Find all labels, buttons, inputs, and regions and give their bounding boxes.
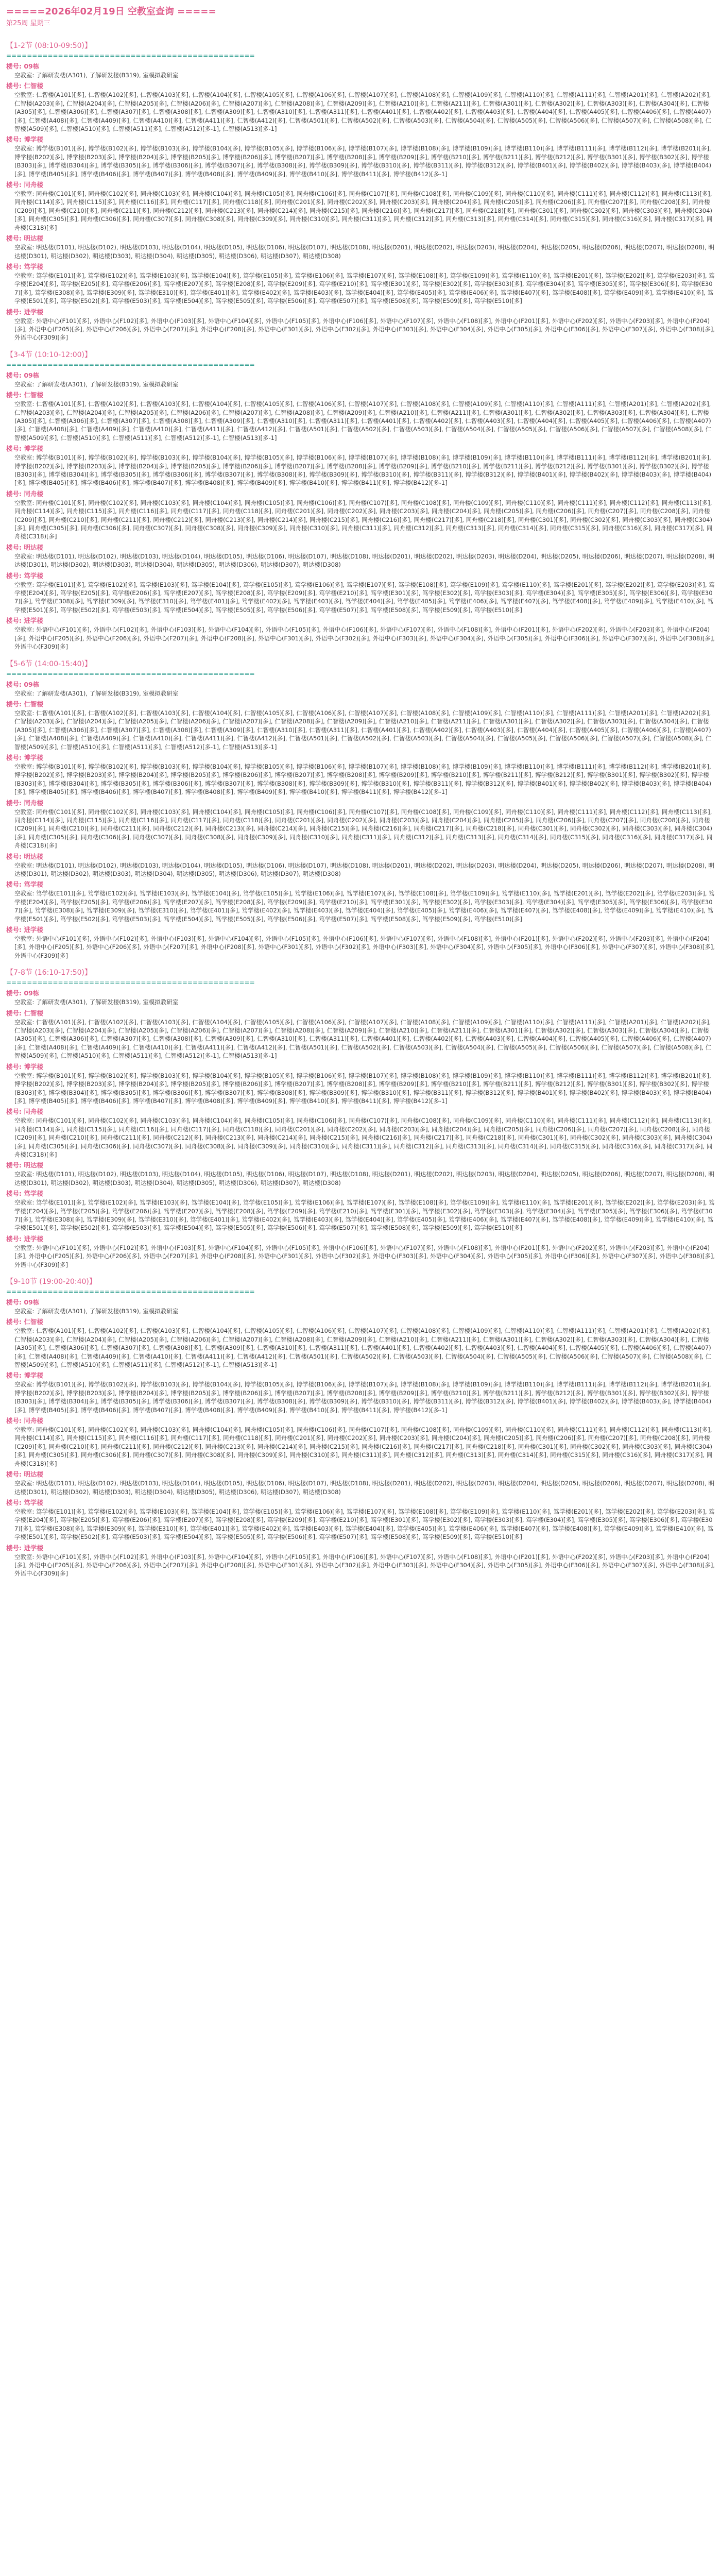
building-name: 楼号: 笃学楼 [6,1498,43,1506]
room-list-values: 仁智楼(A101)[多], 仁智楼(A102)[多], 仁智楼(A103)[多], 仁智楼(A104)[多], 仁智楼(A105)[多], 仁智楼(A106)[多], 仁智楼(A107)[多], 仁智楼(A108)[多], 仁智楼(A109)[多], 仁智楼(A110)[多], 仁智楼(A111)[多], 仁智楼(A201)[多], 仁智楼(A202)[多], 仁智楼(A203)[多], 仁智楼(A204)[多], 仁智楼(A205)[多], 仁智楼(A206)[多], 仁智楼(A207)[多], 仁智楼(A208)[多], 仁智楼(A209)[多], 仁智楼(A210)[多], 仁智楼(A211)[多], 仁智楼(A301)[多], 仁智楼(A302)[多], 仁智楼(A303)[多], 仁智楼(A304)[多], 仁智楼(A305)[多], 仁智楼(A306)[多], 仁智楼(A307)[多], 仁智楼(A308)[多], 仁智楼(A309)[多], 仁智楼(A310)[多], 仁智楼(A311)[多], 仁智楼(A401)[多], 仁智楼(A402)[多], 仁智楼(A403)[多], 仁智楼(A404)[多], 仁智楼(A405)[多], 仁智楼(A406)[多], 仁智楼(A407)[多], 仁智楼(A408)[多], 仁智楼(A409)[多], 仁智楼(A410)[多], 仁智楼(A411)[多], 仁智楼(A412)[多], 仁智楼(A501)[多], 仁智楼(A502)[多], 仁智楼(A503)[多], 仁智楼(A504)[多], 仁智楼(A505)[多], 仁智楼(A506)[多], 仁智楼(A507)[多], 仁智楼(A508)[多], 仁智楼(A509)[多], 仁智楼(A510)[多], 仁智楼(A511)[多], 仁智楼(A512)[多-1], 仁智楼(A513)[多-1] [14,1018,712,1060]
building-block [6,1107,715,1159]
building-name: 楼号: 进学楼 [6,1234,43,1243]
period-title: 【3-4节 (10:10-12:00)】 [6,350,92,359]
room-list-label: 空教室: [14,244,37,251]
room-list-label: 空教室: [14,1381,37,1388]
room-list [6,581,715,615]
room-list [6,499,715,541]
building-name: 楼号: 博学楼 [6,445,43,453]
building-block [6,1470,715,1496]
building-block [6,180,715,232]
room-list-label: 空教室: [14,272,37,279]
building-name: 楼号: 博学楼 [6,753,43,761]
room-list-values: 外语中心(F101)[多], 外语中心(F102)[多], 外语中心(F103)[多], 外语中心(F104)[多], 外语中心(F105)[多], 外语中心(F106)[多], 外语中心(F107)[多], 外语中心(F108)[多], 外语中心(F201)[多], 外语中心(F202)[多], 外语中心(F203)[多], 外语中心(F204)[多], 外语中心(F205)[多], 外语中心(F206)[多], 外语中心(F207)[多], 外语中心(F208)[多], 外语中心(F301)[多], 外语中心(F302)[多], 外语中心(F303)[多], 外语中心(F304)[多], 外语中心(F305)[多], 外语中心(F306)[多], 外语中心(F307)[多], 外语中心(F308)[多], 外语中心(F309)[多] [14,1244,715,1268]
room-list-values: 仁智楼(A101)[多], 仁智楼(A102)[多], 仁智楼(A103)[多], 仁智楼(A104)[多], 仁智楼(A105)[多], 仁智楼(A106)[多], 仁智楼(A107)[多], 仁智楼(A108)[多], 仁智楼(A109)[多], 仁智楼(A110)[多], 仁智楼(A111)[多], 仁智楼(A201)[多], 仁智楼(A202)[多], 仁智楼(A203)[多], 仁智楼(A204)[多], 仁智楼(A205)[多], 仁智楼(A206)[多], 仁智楼(A207)[多], 仁智楼(A208)[多], 仁智楼(A209)[多], 仁智楼(A210)[多], 仁智楼(A211)[多], 仁智楼(A301)[多], 仁智楼(A302)[多], 仁智楼(A303)[多], 仁智楼(A304)[多], 仁智楼(A305)[多], 仁智楼(A306)[多], 仁智楼(A307)[多], 仁智楼(A308)[多], 仁智楼(A309)[多], 仁智楼(A310)[多], 仁智楼(A311)[多], 仁智楼(A401)[多], 仁智楼(A402)[多], 仁智楼(A403)[多], 仁智楼(A404)[多], 仁智楼(A405)[多], 仁智楼(A406)[多], 仁智楼(A407)[多], 仁智楼(A408)[多], 仁智楼(A409)[多], 仁智楼(A410)[多], 仁智楼(A411)[多], 仁智楼(A412)[多], 仁智楼(A501)[多], 仁智楼(A502)[多], 仁智楼(A503)[多], 仁智楼(A504)[多], 仁智楼(A505)[多], 仁智楼(A506)[多], 仁智楼(A507)[多], 仁智楼(A508)[多], 仁智楼(A509)[多], 仁智楼(A510)[多], 仁智楼(A511)[多], 仁智楼(A512)[多-1], 仁智楼(A513)[多-1] [14,400,712,442]
room-list-label: 空教室: [14,1199,37,1207]
building-block [6,234,715,260]
room-list [6,71,715,79]
room-list [6,1507,715,1541]
building-name: 楼号: 仁智楼 [6,82,43,90]
room-list-label: 空教室: [14,1327,37,1335]
room-list-label: 空教室: [14,1244,37,1251]
building-name: 楼号: 09栋 [6,1298,40,1306]
week-label: 第25周 星期三 [6,20,50,27]
building-block [6,1009,715,1060]
room-list-label: 空教室: [14,317,37,325]
room-list-values: 了解研发楼(A301), 了解研发楼(B319), 室模拟教研室 [36,998,179,1006]
building-block [6,925,715,960]
query-report [6,5,715,1585]
room-list-label: 空教室: [14,1018,37,1026]
building-block [6,62,715,79]
building-name: 楼号: 笃学楼 [6,262,43,270]
room-list-label: 空教室: [14,626,37,634]
room-list-label: 空教室: [14,861,37,869]
building-name: 楼号: 笃学楼 [6,571,43,580]
building-block [6,700,715,751]
room-list-values: 博学楼(B101)[多], 博学楼(B102)[多], 博学楼(B103)[多], 博学楼(B104)[多], 博学楼(B105)[多], 博学楼(B106)[多], 博学楼(B107)[多], 博学楼(B108)[多], 博学楼(B109)[多], 博学楼(B110)[多], 博学楼(B111)[多], 博学楼(B112)[多], 博学楼(B201)[多], 博学楼(B202)[多], 博学楼(B203)[多], 博学楼(B204)[多], 博学楼(B205)[多], 博学楼(B206)[多], 博学楼(B207)[多], 博学楼(B208)[多], 博学楼(B209)[多], 博学楼(B210)[多], 博学楼(B211)[多], 博学楼(B212)[多], 博学楼(B301)[多], 博学楼(B302)[多], 博学楼(B303)[多], 博学楼(B304)[多], 博学楼(B305)[多], 博学楼(B306)[多], 博学楼(B307)[多], 博学楼(B308)[多], 博学楼(B309)[多], 博学楼(B310)[多], 博学楼(B311)[多], 博学楼(B312)[多], 博学楼(B401)[多], 博学楼(B402)[多], 博学楼(B403)[多], 博学楼(B404)[多], 博学楼(B405)[多], 博学楼(B406)[多], 博学楼(B407)[多], 博学楼(B408)[多], 博学楼(B409)[多], 博学楼(B410)[多], 博学楼(B411)[多], 博学楼(B412)[多-1] [14,1072,712,1105]
building-block [6,880,715,923]
period-title: 【7-8节 (16:10-17:50)】 [6,969,92,977]
room-list-label: 空教室: [14,890,37,897]
room-list-values: 博学楼(B101)[多], 博学楼(B102)[多], 博学楼(B103)[多], 博学楼(B104)[多], 博学楼(B105)[多], 博学楼(B106)[多], 博学楼(B107)[多], 博学楼(B108)[多], 博学楼(B109)[多], 博学楼(B110)[多], 博学楼(B111)[多], 博学楼(B112)[多], 博学楼(B201)[多], 博学楼(B202)[多], 博学楼(B203)[多], 博学楼(B204)[多], 博学楼(B205)[多], 博学楼(B206)[多], 博学楼(B207)[多], 博学楼(B208)[多], 博学楼(B209)[多], 博学楼(B210)[多], 博学楼(B211)[多], 博学楼(B212)[多], 博学楼(B301)[多], 博学楼(B302)[多], 博学楼(B303)[多], 博学楼(B304)[多], 博学楼(B305)[多], 博学楼(B306)[多], 博学楼(B307)[多], 博学楼(B308)[多], 博学楼(B309)[多], 博学楼(B310)[多], 博学楼(B311)[多], 博学楼(B312)[多], 博学楼(B401)[多], 博学楼(B402)[多], 博学楼(B403)[多], 博学楼(B404)[多], 博学楼(B405)[多], 博学楼(B406)[多], 博学楼(B407)[多], 博学楼(B408)[多], 博学楼(B409)[多], 博学楼(B410)[多], 博学楼(B411)[多], 博学楼(B412)[多-1] [14,1381,712,1414]
room-list-values: 明达楼(D101), 明达楼(D102), 明达楼(D103), 明达楼(D104), 明达楼(D105), 明达楼(D106), 明达楼(D107), 明达楼(D108), 明达楼(D201), 明达楼(D202), 明达楼(D203), 明达楼(D204), 明达楼(D205), 明达楼(D206), 明达楼(D207), 明达楼(D208), 明达楼(D301), 明达楼(D302), 明达楼(D303), 明达楼(D304), 明达楼(D305), 明达楼(D306), 明达楼(D307), 明达楼(D308) [14,1171,714,1187]
room-list [6,861,715,878]
room-list-label: 空教室: [14,762,37,770]
room-list-label: 空教室: [14,1480,37,1487]
building-name: 楼号: 09栋 [6,989,40,997]
building-name: 楼号: 同舟楼 [6,799,43,807]
room-list-values: 笃学楼(E101)[多], 笃学楼(E102)[多], 笃学楼(E103)[多], 笃学楼(E104)[多], 笃学楼(E105)[多], 笃学楼(E106)[多], 笃学楼(E107)[多], 笃学楼(E108)[多], 笃学楼(E109)[多], 笃学楼(E110)[多], 笃学楼(E201)[多], 笃学楼(E202)[多], 笃学楼(E203)[多], 笃学楼(E204)[多], 笃学楼(E205)[多], 笃学楼(E206)[多], 笃学楼(E207)[多], 笃学楼(E208)[多], 笃学楼(E209)[多], 笃学楼(E210)[多], 笃学楼(E301)[多], 笃学楼(E302)[多], 笃学楼(E303)[多], 笃学楼(E304)[多], 笃学楼(E305)[多], 笃学楼(E306)[多], 笃学楼(E307)[多], 笃学楼(E308)[多], 笃学楼(E309)[多], 笃学楼(E310)[多], 笃学楼(E401)[多], 笃学楼(E402)[多], 笃学楼(E403)[多], 笃学楼(E404)[多], 笃学楼(E405)[多], 笃学楼(E406)[多], 笃学楼(E407)[多], 笃学楼(E408)[多], 笃学楼(E409)[多], 笃学楼(E410)[多], 笃学楼(E501)[多], 笃学楼(E502)[多], 笃学楼(E503)[多], 笃学楼(E504)[多], 笃学楼(E505)[多], 笃学楼(E506)[多], 笃学楼(E507)[多], 笃学楼(E508)[多], 笃学楼(E509)[多], 笃学楼(E510)[多] [14,272,715,305]
period-title: 【9-10节 (19:00-20:40)】 [6,1278,96,1286]
room-list-values: 仁智楼(A101)[多], 仁智楼(A102)[多], 仁智楼(A103)[多], 仁智楼(A104)[多], 仁智楼(A105)[多], 仁智楼(A106)[多], 仁智楼(A107)[多], 仁智楼(A108)[多], 仁智楼(A109)[多], 仁智楼(A110)[多], 仁智楼(A111)[多], 仁智楼(A201)[多], 仁智楼(A202)[多], 仁智楼(A203)[多], 仁智楼(A204)[多], 仁智楼(A205)[多], 仁智楼(A206)[多], 仁智楼(A207)[多], 仁智楼(A208)[多], 仁智楼(A209)[多], 仁智楼(A210)[多], 仁智楼(A211)[多], 仁智楼(A301)[多], 仁智楼(A302)[多], 仁智楼(A303)[多], 仁智楼(A304)[多], 仁智楼(A305)[多], 仁智楼(A306)[多], 仁智楼(A307)[多], 仁智楼(A308)[多], 仁智楼(A309)[多], 仁智楼(A310)[多], 仁智楼(A311)[多], 仁智楼(A401)[多], 仁智楼(A402)[多], 仁智楼(A403)[多], 仁智楼(A404)[多], 仁智楼(A405)[多], 仁智楼(A406)[多], 仁智楼(A407)[多], 仁智楼(A408)[多], 仁智楼(A409)[多], 仁智楼(A410)[多], 仁智楼(A411)[多], 仁智楼(A412)[多], 仁智楼(A501)[多], 仁智楼(A502)[多], 仁智楼(A503)[多], 仁智楼(A504)[多], 仁智楼(A505)[多], 仁智楼(A506)[多], 仁智楼(A507)[多], 仁智楼(A508)[多], 仁智楼(A509)[多], 仁智楼(A510)[多], 仁智楼(A511)[多], 仁智楼(A512)[多-1], 仁智楼(A513)[多-1] [14,91,712,133]
room-list-values: 明达楼(D101), 明达楼(D102), 明达楼(D103), 明达楼(D104), 明达楼(D105), 明达楼(D106), 明达楼(D107), 明达楼(D108), 明达楼(D201), 明达楼(D202), 明达楼(D203), 明达楼(D204), 明达楼(D205), 明达楼(D206), 明达楼(D207), 明达楼(D208), 明达楼(D301), 明达楼(D302), 明达楼(D303), 明达楼(D304), 明达楼(D305), 明达楼(D306), 明达楼(D307), 明达楼(D308) [14,552,714,569]
building-name: 楼号: 明达楼 [6,234,43,243]
room-list-label: 空教室: [14,1553,37,1561]
building-block [6,81,715,133]
room-list-values: 博学楼(B101)[多], 博学楼(B102)[多], 博学楼(B103)[多], 博学楼(B104)[多], 博学楼(B105)[多], 博学楼(B106)[多], 博学楼(B107)[多], 博学楼(B108)[多], 博学楼(B109)[多], 博学楼(B110)[多], 博学楼(B111)[多], 博学楼(B112)[多], 博学楼(B201)[多], 博学楼(B202)[多], 博学楼(B203)[多], 博学楼(B204)[多], 博学楼(B205)[多], 博学楼(B206)[多], 博学楼(B207)[多], 博学楼(B208)[多], 博学楼(B209)[多], 博学楼(B210)[多], 博学楼(B211)[多], 博学楼(B212)[多], 博学楼(B301)[多], 博学楼(B302)[多], 博学楼(B303)[多], 博学楼(B304)[多], 博学楼(B305)[多], 博学楼(B306)[多], 博学楼(B307)[多], 博学楼(B308)[多], 博学楼(B309)[多], 博学楼(B310)[多], 博学楼(B311)[多], 博学楼(B312)[多], 博学楼(B401)[多], 博学楼(B402)[多], 博学楼(B403)[多], 博学楼(B404)[多], 博学楼(B405)[多], 博学楼(B406)[多], 博学楼(B407)[多], 博学楼(B408)[多], 博学楼(B409)[多], 博学楼(B410)[多], 博学楼(B411)[多], 博学楼(B412)[多-1] [14,454,712,487]
building-name: 楼号: 09栋 [6,62,40,70]
room-list [6,380,715,388]
building-name: 楼号: 同舟楼 [6,1417,43,1425]
room-list-label: 空教室: [14,1171,37,1178]
room-list [6,1244,715,1269]
building-block [6,543,715,569]
building-name: 楼号: 同舟楼 [6,489,43,498]
period-section [6,40,715,342]
room-list [6,1072,715,1106]
period-title: 【1-2节 (08:10-09:50)】 [6,42,92,50]
building-block [6,262,715,306]
room-list-values: 笃学楼(E101)[多], 笃学楼(E102)[多], 笃学楼(E103)[多], 笃学楼(E104)[多], 笃学楼(E105)[多], 笃学楼(E106)[多], 笃学楼(E107)[多], 笃学楼(E108)[多], 笃学楼(E109)[多], 笃学楼(E110)[多], 笃学楼(E201)[多], 笃学楼(E202)[多], 笃学楼(E203)[多], 笃学楼(E204)[多], 笃学楼(E205)[多], 笃学楼(E206)[多], 笃学楼(E207)[多], 笃学楼(E208)[多], 笃学楼(E209)[多], 笃学楼(E210)[多], 笃学楼(E301)[多], 笃学楼(E302)[多], 笃学楼(E303)[多], 笃学楼(E304)[多], 笃学楼(E305)[多], 笃学楼(E306)[多], 笃学楼(E307)[多], 笃学楼(E308)[多], 笃学楼(E309)[多], 笃学楼(E310)[多], 笃学楼(E401)[多], 笃学楼(E402)[多], 笃学楼(E403)[多], 笃学楼(E404)[多], 笃学楼(E405)[多], 笃学楼(E406)[多], 笃学楼(E407)[多], 笃学楼(E408)[多], 笃学楼(E409)[多], 笃学楼(E410)[多], 笃学楼(E501)[多], 笃学楼(E502)[多], 笃学楼(E503)[多], 笃学楼(E504)[多], 笃学楼(E505)[多], 笃学楼(E506)[多], 笃学楼(E507)[多], 笃学楼(E508)[多], 笃学楼(E509)[多], 笃学楼(E510)[多] [14,1507,715,1541]
separator-line: ================================================ [6,1288,255,1295]
building-block [6,852,715,878]
room-list [6,1327,715,1369]
room-list-values: 了解研发楼(A301), 了解研发楼(B319), 室模拟教研室 [36,72,179,79]
building-name: 楼号: 仁智楼 [6,1318,43,1326]
building-block [6,753,715,796]
building-name: 楼号: 进学楼 [6,926,43,934]
period-section [6,658,715,960]
room-list-values: 仁智楼(A101)[多], 仁智楼(A102)[多], 仁智楼(A103)[多], 仁智楼(A104)[多], 仁智楼(A105)[多], 仁智楼(A106)[多], 仁智楼(A107)[多], 仁智楼(A108)[多], 仁智楼(A109)[多], 仁智楼(A110)[多], 仁智楼(A111)[多], 仁智楼(A201)[多], 仁智楼(A202)[多], 仁智楼(A203)[多], 仁智楼(A204)[多], 仁智楼(A205)[多], 仁智楼(A206)[多], 仁智楼(A207)[多], 仁智楼(A208)[多], 仁智楼(A209)[多], 仁智楼(A210)[多], 仁智楼(A211)[多], 仁智楼(A301)[多], 仁智楼(A302)[多], 仁智楼(A303)[多], 仁智楼(A304)[多], 仁智楼(A305)[多], 仁智楼(A306)[多], 仁智楼(A307)[多], 仁智楼(A308)[多], 仁智楼(A309)[多], 仁智楼(A310)[多], 仁智楼(A311)[多], 仁智楼(A401)[多], 仁智楼(A402)[多], 仁智楼(A403)[多], 仁智楼(A404)[多], 仁智楼(A405)[多], 仁智楼(A406)[多], 仁智楼(A407)[多], 仁智楼(A408)[多], 仁智楼(A409)[多], 仁智楼(A410)[多], 仁智楼(A411)[多], 仁智楼(A412)[多], 仁智楼(A501)[多], 仁智楼(A502)[多], 仁智楼(A503)[多], 仁智楼(A504)[多], 仁智楼(A505)[多], 仁智楼(A506)[多], 仁智楼(A507)[多], 仁智楼(A508)[多], 仁智楼(A509)[多], 仁智楼(A510)[多], 仁智楼(A511)[多], 仁智楼(A512)[多-1], 仁智楼(A513)[多-1] [14,709,712,751]
building-block [6,391,715,442]
period-section [6,349,715,651]
building-name: 楼号: 明达楼 [6,1161,43,1170]
room-list [6,1553,715,1578]
building-block [6,680,715,698]
building-name: 楼号: 明达楼 [6,1470,43,1479]
period-list [6,40,715,1578]
building-block [6,989,715,1006]
room-list [6,889,715,923]
building-name: 楼号: 笃学楼 [6,880,43,889]
room-list-values: 外语中心(F101)[多], 外语中心(F102)[多], 外语中心(F103)[多], 外语中心(F104)[多], 外语中心(F105)[多], 外语中心(F106)[多], 外语中心(F107)[多], 外语中心(F108)[多], 外语中心(F201)[多], 外语中心(F202)[多], 外语中心(F203)[多], 外语中心(F204)[多], 外语中心(F205)[多], 外语中心(F206)[多], 外语中心(F207)[多], 外语中心(F208)[多], 外语中心(F301)[多], 外语中心(F302)[多], 外语中心(F303)[多], 外语中心(F304)[多], 外语中心(F305)[多], 外语中心(F306)[多], 外语中心(F307)[多], 外语中心(F308)[多], 外语中心(F309)[多] [14,935,715,959]
building-name: 楼号: 进学楼 [6,617,43,625]
room-list [6,144,715,178]
room-list-label: 空教室: [14,1426,37,1434]
room-list-values: 笃学楼(E101)[多], 笃学楼(E102)[多], 笃学楼(E103)[多], 笃学楼(E104)[多], 笃学楼(E105)[多], 笃学楼(E106)[多], 笃学楼(E107)[多], 笃学楼(E108)[多], 笃学楼(E109)[多], 笃学楼(E110)[多], 笃学楼(E201)[多], 笃学楼(E202)[多], 笃学楼(E203)[多], 笃学楼(E204)[多], 笃学楼(E205)[多], 笃学楼(E206)[多], 笃学楼(E207)[多], 笃学楼(E208)[多], 笃学楼(E209)[多], 笃学楼(E210)[多], 笃学楼(E301)[多], 笃学楼(E302)[多], 笃学楼(E303)[多], 笃学楼(E304)[多], 笃学楼(E305)[多], 笃学楼(E306)[多], 笃学楼(E307)[多], 笃学楼(E308)[多], 笃学楼(E309)[多], 笃学楼(E310)[多], 笃学楼(E401)[多], 笃学楼(E402)[多], 笃学楼(E403)[多], 笃学楼(E404)[多], 笃学楼(E405)[多], 笃学楼(E406)[多], 笃学楼(E407)[多], 笃学楼(E408)[多], 笃学楼(E409)[多], 笃学楼(E410)[多], 笃学楼(E501)[多], 笃学楼(E502)[多], 笃学楼(E503)[多], 笃学楼(E504)[多], 笃学楼(E505)[多], 笃学楼(E506)[多], 笃学楼(E507)[多], 笃学楼(E508)[多], 笃学楼(E509)[多], 笃学楼(E510)[多] [14,1199,715,1232]
separator-line: ================================================ [6,52,255,59]
room-list-label: 空教室: [14,190,37,198]
room-list-label: 空教室: [14,145,37,152]
room-list-values: 同舟楼(C101)[多], 同舟楼(C102)[多], 同舟楼(C103)[多], 同舟楼(C104)[多], 同舟楼(C105)[多], 同舟楼(C106)[多], 同舟楼(C107)[多], 同舟楼(C108)[多], 同舟楼(C109)[多], 同舟楼(C110)[多], 同舟楼(C111)[多], 同舟楼(C112)[多], 同舟楼(C113)[多], 同舟楼(C114)[多], 同舟楼(C115)[多], 同舟楼(C116)[多], 同舟楼(C117)[多], 同舟楼(C118)[多], 同舟楼(C201)[多], 同舟楼(C202)[多], 同舟楼(C203)[多], 同舟楼(C204)[多], 同舟楼(C205)[多], 同舟楼(C206)[多], 同舟楼(C207)[多], 同舟楼(C208)[多], 同舟楼(C209)[多], 同舟楼(C210)[多], 同舟楼(C211)[多], 同舟楼(C212)[多], 同舟楼(C213)[多], 同舟楼(C214)[多], 同舟楼(C215)[多], 同舟楼(C216)[多], 同舟楼(C217)[多], 同舟楼(C218)[多], 同舟楼(C301)[多], 同舟楼(C302)[多], 同舟楼(C303)[多], 同舟楼(C304)[多], 同舟楼(C305)[多], 同舟楼(C306)[多], 同舟楼(C307)[多], 同舟楼(C308)[多], 同舟楼(C309)[多], 同舟楼(C310)[多], 同舟楼(C311)[多], 同舟楼(C312)[多], 同舟楼(C313)[多], 同舟楼(C314)[多], 同舟楼(C315)[多], 同舟楼(C316)[多], 同舟楼(C317)[多], 同舟楼(C318)[多] [14,499,713,540]
room-list-values: 明达楼(D101), 明达楼(D102), 明达楼(D103), 明达楼(D104), 明达楼(D105), 明达楼(D106), 明达楼(D107), 明达楼(D108), 明达楼(D201), 明达楼(D202), 明达楼(D203), 明达楼(D204), 明达楼(D205), 明达楼(D206), 明达楼(D207), 明达楼(D208), 明达楼(D301), 明达楼(D302), 明达楼(D303), 明达楼(D304), 明达楼(D305), 明达楼(D306), 明达楼(D307), 明达楼(D308) [14,861,714,877]
building-block [6,1161,715,1187]
building-block [6,1189,715,1232]
room-list [6,243,715,260]
room-list-values: 外语中心(F101)[多], 外语中心(F102)[多], 外语中心(F103)[多], 外语中心(F104)[多], 外语中心(F105)[多], 外语中心(F106)[多], 外语中心(F107)[多], 外语中心(F108)[多], 外语中心(F201)[多], 外语中心(F202)[多], 外语中心(F203)[多], 外语中心(F204)[多], 外语中心(F205)[多], 外语中心(F206)[多], 外语中心(F207)[多], 外语中心(F208)[多], 外语中心(F301)[多], 外语中心(F302)[多], 外语中心(F303)[多], 外语中心(F304)[多], 外语中心(F305)[多], 外语中心(F306)[多], 外语中心(F307)[多], 外语中心(F308)[多], 外语中心(F309)[多] [14,626,715,651]
building-name: 楼号: 同舟楼 [6,181,43,189]
room-list [6,272,715,306]
room-list-label: 空教室: [14,454,37,462]
building-name: 楼号: 博学楼 [6,1371,43,1380]
room-list-label: 空教室: [14,1117,37,1125]
room-list-values: 博学楼(B101)[多], 博学楼(B102)[多], 博学楼(B103)[多], 博学楼(B104)[多], 博学楼(B105)[多], 博学楼(B106)[多], 博学楼(B107)[多], 博学楼(B108)[多], 博学楼(B109)[多], 博学楼(B110)[多], 博学楼(B111)[多], 博学楼(B112)[多], 博学楼(B201)[多], 博学楼(B202)[多], 博学楼(B203)[多], 博学楼(B204)[多], 博学楼(B205)[多], 博学楼(B206)[多], 博学楼(B207)[多], 博学楼(B208)[多], 博学楼(B209)[多], 博学楼(B210)[多], 博学楼(B211)[多], 博学楼(B212)[多], 博学楼(B301)[多], 博学楼(B302)[多], 博学楼(B303)[多], 博学楼(B304)[多], 博学楼(B305)[多], 博学楼(B306)[多], 博学楼(B307)[多], 博学楼(B308)[多], 博学楼(B309)[多], 博学楼(B310)[多], 博学楼(B311)[多], 博学楼(B312)[多], 博学楼(B401)[多], 博学楼(B402)[多], 博学楼(B403)[多], 博学楼(B404)[多], 博学楼(B405)[多], 博学楼(B406)[多], 博学楼(B407)[多], 博学楼(B408)[多], 博学楼(B409)[多], 博学楼(B410)[多], 博学楼(B411)[多], 博学楼(B412)[多-1] [14,145,712,178]
building-name: 楼号: 仁智楼 [6,1009,43,1017]
building-name: 楼号: 仁智楼 [6,391,43,399]
room-list [6,625,715,651]
building-name: 楼号: 进学楼 [6,1544,43,1552]
building-name: 楼号: 博学楼 [6,1062,43,1071]
room-list-values: 同舟楼(C101)[多], 同舟楼(C102)[多], 同舟楼(C103)[多], 同舟楼(C104)[多], 同舟楼(C105)[多], 同舟楼(C106)[多], 同舟楼(C107)[多], 同舟楼(C108)[多], 同舟楼(C109)[多], 同舟楼(C110)[多], 同舟楼(C111)[多], 同舟楼(C112)[多], 同舟楼(C113)[多], 同舟楼(C114)[多], 同舟楼(C115)[多], 同舟楼(C116)[多], 同舟楼(C117)[多], 同舟楼(C118)[多], 同舟楼(C201)[多], 同舟楼(C202)[多], 同舟楼(C203)[多], 同舟楼(C204)[多], 同舟楼(C205)[多], 同舟楼(C206)[多], 同舟楼(C207)[多], 同舟楼(C208)[多], 同舟楼(C209)[多], 同舟楼(C210)[多], 同舟楼(C211)[多], 同舟楼(C212)[多], 同舟楼(C213)[多], 同舟楼(C214)[多], 同舟楼(C215)[多], 同舟楼(C216)[多], 同舟楼(C217)[多], 同舟楼(C218)[多], 同舟楼(C301)[多], 同舟楼(C302)[多], 同舟楼(C303)[多], 同舟楼(C304)[多], 同舟楼(C305)[多], 同舟楼(C306)[多], 同舟楼(C307)[多], 同舟楼(C308)[多], 同舟楼(C309)[多], 同舟楼(C310)[多], 同舟楼(C311)[多], 同舟楼(C312)[多], 同舟楼(C313)[多], 同舟楼(C314)[多], 同舟楼(C315)[多], 同舟楼(C316)[多], 同舟楼(C317)[多], 同舟楼(C318)[多] [14,190,713,231]
room-list-values: 了解研发楼(A301), 了解研发楼(B319), 室模拟教研室 [36,380,179,388]
room-list-label: 空教室: [14,689,37,697]
room-list [6,808,715,850]
building-block [6,135,715,178]
room-list [6,91,715,133]
room-list-values: 明达楼(D101), 明达楼(D102), 明达楼(D103), 明达楼(D104), 明达楼(D105), 明达楼(D106), 明达楼(D107), 明达楼(D108), 明达楼(D201), 明达楼(D202), 明达楼(D203), 明达楼(D204), 明达楼(D205), 明达楼(D206), 明达楼(D207), 明达楼(D208), 明达楼(D301), 明达楼(D302), 明达楼(D303), 明达楼(D304), 明达楼(D305), 明达楼(D306), 明达楼(D307), 明达楼(D308) [14,1480,714,1496]
building-block [6,1234,715,1269]
building-block [6,799,715,850]
building-block [6,371,715,388]
period-section [6,1276,715,1578]
room-list-label: 空教室: [14,72,37,79]
building-name: 楼号: 同舟楼 [6,1108,43,1116]
building-block [6,1317,715,1369]
period-title: 【5-6节 (14:00-15:40)】 [6,659,92,668]
room-list [6,1426,715,1468]
room-list-label: 空教室: [14,998,37,1006]
room-list-label: 空教室: [14,1072,37,1079]
room-list-values: 仁智楼(A101)[多], 仁智楼(A102)[多], 仁智楼(A103)[多], 仁智楼(A104)[多], 仁智楼(A105)[多], 仁智楼(A106)[多], 仁智楼(A107)[多], 仁智楼(A108)[多], 仁智楼(A109)[多], 仁智楼(A110)[多], 仁智楼(A111)[多], 仁智楼(A201)[多], 仁智楼(A202)[多], 仁智楼(A203)[多], 仁智楼(A204)[多], 仁智楼(A205)[多], 仁智楼(A206)[多], 仁智楼(A207)[多], 仁智楼(A208)[多], 仁智楼(A209)[多], 仁智楼(A210)[多], 仁智楼(A211)[多], 仁智楼(A301)[多], 仁智楼(A302)[多], 仁智楼(A303)[多], 仁智楼(A304)[多], 仁智楼(A305)[多], 仁智楼(A306)[多], 仁智楼(A307)[多], 仁智楼(A308)[多], 仁智楼(A309)[多], 仁智楼(A310)[多], 仁智楼(A311)[多], 仁智楼(A401)[多], 仁智楼(A402)[多], 仁智楼(A403)[多], 仁智楼(A404)[多], 仁智楼(A405)[多], 仁智楼(A406)[多], 仁智楼(A407)[多], 仁智楼(A408)[多], 仁智楼(A409)[多], 仁智楼(A410)[多], 仁智楼(A411)[多], 仁智楼(A412)[多], 仁智楼(A501)[多], 仁智楼(A502)[多], 仁智楼(A503)[多], 仁智楼(A504)[多], 仁智楼(A505)[多], 仁智楼(A506)[多], 仁智楼(A507)[多], 仁智楼(A508)[多], 仁智楼(A509)[多], 仁智楼(A510)[多], 仁智楼(A511)[多], 仁智楼(A512)[多-1], 仁智楼(A513)[多-1] [14,1327,712,1369]
building-name: 楼号: 笃学楼 [6,1190,43,1198]
building-name: 楼号: 博学楼 [6,135,43,144]
building-block [6,1298,715,1315]
room-list-label: 空教室: [14,400,37,408]
room-list-label: 空教室: [14,581,37,588]
building-name: 楼号: 09栋 [6,371,40,379]
room-list [6,1018,715,1060]
room-list-label: 空教室: [14,380,37,388]
room-list-values: 博学楼(B101)[多], 博学楼(B102)[多], 博学楼(B103)[多], 博学楼(B104)[多], 博学楼(B105)[多], 博学楼(B106)[多], 博学楼(B107)[多], 博学楼(B108)[多], 博学楼(B109)[多], 博学楼(B110)[多], 博学楼(B111)[多], 博学楼(B112)[多], 博学楼(B201)[多], 博学楼(B202)[多], 博学楼(B203)[多], 博学楼(B204)[多], 博学楼(B205)[多], 博学楼(B206)[多], 博学楼(B207)[多], 博学楼(B208)[多], 博学楼(B209)[多], 博学楼(B210)[多], 博学楼(B211)[多], 博学楼(B212)[多], 博学楼(B301)[多], 博学楼(B302)[多], 博学楼(B303)[多], 博学楼(B304)[多], 博学楼(B305)[多], 博学楼(B306)[多], 博学楼(B307)[多], 博学楼(B308)[多], 博学楼(B309)[多], 博学楼(B310)[多], 博学楼(B311)[多], 博学楼(B312)[多], 博学楼(B401)[多], 博学楼(B402)[多], 博学楼(B403)[多], 博学楼(B404)[多], 博学楼(B405)[多], 博学楼(B406)[多], 博学楼(B407)[多], 博学楼(B408)[多], 博学楼(B409)[多], 博学楼(B410)[多], 博学楼(B411)[多], 博学楼(B412)[多-1] [14,762,712,796]
room-list-label: 空教室: [14,709,37,717]
building-block [6,1498,715,1541]
room-list-label: 空教室: [14,91,37,99]
room-list-values: 同舟楼(C101)[多], 同舟楼(C102)[多], 同舟楼(C103)[多], 同舟楼(C104)[多], 同舟楼(C105)[多], 同舟楼(C106)[多], 同舟楼(C107)[多], 同舟楼(C108)[多], 同舟楼(C109)[多], 同舟楼(C110)[多], 同舟楼(C111)[多], 同舟楼(C112)[多], 同舟楼(C113)[多], 同舟楼(C114)[多], 同舟楼(C115)[多], 同舟楼(C116)[多], 同舟楼(C117)[多], 同舟楼(C118)[多], 同舟楼(C201)[多], 同舟楼(C202)[多], 同舟楼(C203)[多], 同舟楼(C204)[多], 同舟楼(C205)[多], 同舟楼(C206)[多], 同舟楼(C207)[多], 同舟楼(C208)[多], 同舟楼(C209)[多], 同舟楼(C210)[多], 同舟楼(C211)[多], 同舟楼(C212)[多], 同舟楼(C213)[多], 同舟楼(C214)[多], 同舟楼(C215)[多], 同舟楼(C216)[多], 同舟楼(C217)[多], 同舟楼(C218)[多], 同舟楼(C301)[多], 同舟楼(C302)[多], 同舟楼(C303)[多], 同舟楼(C304)[多], 同舟楼(C305)[多], 同舟楼(C306)[多], 同舟楼(C307)[多], 同舟楼(C308)[多], 同舟楼(C309)[多], 同舟楼(C310)[多], 同舟楼(C311)[多], 同舟楼(C312)[多], 同舟楼(C313)[多], 同舟楼(C314)[多], 同舟楼(C315)[多], 同舟楼(C316)[多], 同舟楼(C317)[多], 同舟楼(C318)[多] [14,1117,713,1158]
building-block [6,1062,715,1106]
room-list [6,453,715,487]
building-block [6,308,715,342]
room-list [6,552,715,569]
room-list [6,400,715,442]
room-list-values: 了解研发楼(A301), 了解研发楼(B319), 室模拟教研室 [36,689,179,697]
room-list-label: 空教室: [14,1507,37,1515]
building-block [6,1416,715,1468]
room-list-label: 空教室: [14,808,37,816]
room-list [6,998,715,1006]
room-list [6,1198,715,1232]
building-block [6,444,715,487]
room-list-values: 明达楼(D101), 明达楼(D102), 明达楼(D103), 明达楼(D104), 明达楼(D105), 明达楼(D106), 明达楼(D107), 明达楼(D108), 明达楼(D201), 明达楼(D202), 明达楼(D203), 明达楼(D204), 明达楼(D205), 明达楼(D206), 明达楼(D207), 明达楼(D208), 明达楼(D301), 明达楼(D302), 明达楼(D303), 明达楼(D304), 明达楼(D305), 明达楼(D306), 明达楼(D307), 明达楼(D308) [14,244,714,260]
room-list [6,190,715,232]
separator-line: ================================================ [6,979,255,987]
room-list [6,317,715,342]
building-block [6,571,715,615]
building-name: 楼号: 09栋 [6,680,40,688]
separator-line: ================================================ [6,670,255,677]
room-list-values: 同舟楼(C101)[多], 同舟楼(C102)[多], 同舟楼(C103)[多], 同舟楼(C104)[多], 同舟楼(C105)[多], 同舟楼(C106)[多], 同舟楼(C107)[多], 同舟楼(C108)[多], 同舟楼(C109)[多], 同舟楼(C110)[多], 同舟楼(C111)[多], 同舟楼(C112)[多], 同舟楼(C113)[多], 同舟楼(C114)[多], 同舟楼(C115)[多], 同舟楼(C116)[多], 同舟楼(C117)[多], 同舟楼(C118)[多], 同舟楼(C201)[多], 同舟楼(C202)[多], 同舟楼(C203)[多], 同舟楼(C204)[多], 同舟楼(C205)[多], 同舟楼(C206)[多], 同舟楼(C207)[多], 同舟楼(C208)[多], 同舟楼(C209)[多], 同舟楼(C210)[多], 同舟楼(C211)[多], 同舟楼(C212)[多], 同舟楼(C213)[多], 同舟楼(C214)[多], 同舟楼(C215)[多], 同舟楼(C216)[多], 同舟楼(C217)[多], 同舟楼(C218)[多], 同舟楼(C301)[多], 同舟楼(C302)[多], 同舟楼(C303)[多], 同舟楼(C304)[多], 同舟楼(C305)[多], 同舟楼(C306)[多], 同舟楼(C307)[多], 同舟楼(C308)[多], 同舟楼(C309)[多], 同舟楼(C310)[多], 同舟楼(C311)[多], 同舟楼(C312)[多], 同舟楼(C313)[多], 同舟楼(C314)[多], 同舟楼(C315)[多], 同舟楼(C316)[多], 同舟楼(C317)[多], 同舟楼(C318)[多] [14,1426,713,1467]
building-block [6,1544,715,1578]
room-list-values: 笃学楼(E101)[多], 笃学楼(E102)[多], 笃学楼(E103)[多], 笃学楼(E104)[多], 笃学楼(E105)[多], 笃学楼(E106)[多], 笃学楼(E107)[多], 笃学楼(E108)[多], 笃学楼(E109)[多], 笃学楼(E110)[多], 笃学楼(E201)[多], 笃学楼(E202)[多], 笃学楼(E203)[多], 笃学楼(E204)[多], 笃学楼(E205)[多], 笃学楼(E206)[多], 笃学楼(E207)[多], 笃学楼(E208)[多], 笃学楼(E209)[多], 笃学楼(E210)[多], 笃学楼(E301)[多], 笃学楼(E302)[多], 笃学楼(E303)[多], 笃学楼(E304)[多], 笃学楼(E305)[多], 笃学楼(E306)[多], 笃学楼(E307)[多], 笃学楼(E308)[多], 笃学楼(E309)[多], 笃学楼(E310)[多], 笃学楼(E401)[多], 笃学楼(E402)[多], 笃学楼(E403)[多], 笃学楼(E404)[多], 笃学楼(E405)[多], 笃学楼(E406)[多], 笃学楼(E407)[多], 笃学楼(E408)[多], 笃学楼(E409)[多], 笃学楼(E410)[多], 笃学楼(E501)[多], 笃学楼(E502)[多], 笃学楼(E503)[多], 笃学楼(E504)[多], 笃学楼(E505)[多], 笃学楼(E506)[多], 笃学楼(E507)[多], 笃学楼(E508)[多], 笃学楼(E509)[多], 笃学楼(E510)[多] [14,890,715,923]
building-name: 楼号: 明达楼 [6,543,43,551]
room-list [6,689,715,698]
room-list-label: 空教室: [14,935,37,943]
period-section [6,967,715,1269]
room-list-values: 了解研发楼(A301), 了解研发楼(B319), 室模拟教研室 [36,1308,179,1315]
room-list [6,1479,715,1496]
room-list [6,1380,715,1414]
room-list-label: 空教室: [14,552,37,560]
building-name: 楼号: 仁智楼 [6,700,43,708]
building-block [6,616,715,651]
room-list [6,1116,715,1159]
room-list-label: 空教室: [14,499,37,506]
separator-line: ================================================ [6,361,255,368]
room-list [6,709,715,751]
room-list [6,1307,715,1315]
room-list-label: 空教室: [14,1308,37,1315]
building-block [6,1371,715,1414]
room-list [6,762,715,796]
report-title: =====2026年02月19日 空教室查询 ===== [6,6,216,17]
room-list-values: 笃学楼(E101)[多], 笃学楼(E102)[多], 笃学楼(E103)[多], 笃学楼(E104)[多], 笃学楼(E105)[多], 笃学楼(E106)[多], 笃学楼(E107)[多], 笃学楼(E108)[多], 笃学楼(E109)[多], 笃学楼(E110)[多], 笃学楼(E201)[多], 笃学楼(E202)[多], 笃学楼(E203)[多], 笃学楼(E204)[多], 笃学楼(E205)[多], 笃学楼(E206)[多], 笃学楼(E207)[多], 笃学楼(E208)[多], 笃学楼(E209)[多], 笃学楼(E210)[多], 笃学楼(E301)[多], 笃学楼(E302)[多], 笃学楼(E303)[多], 笃学楼(E304)[多], 笃学楼(E305)[多], 笃学楼(E306)[多], 笃学楼(E307)[多], 笃学楼(E308)[多], 笃学楼(E309)[多], 笃学楼(E310)[多], 笃学楼(E401)[多], 笃学楼(E402)[多], 笃学楼(E403)[多], 笃学楼(E404)[多], 笃学楼(E405)[多], 笃学楼(E406)[多], 笃学楼(E407)[多], 笃学楼(E408)[多], 笃学楼(E409)[多], 笃学楼(E410)[多], 笃学楼(E501)[多], 笃学楼(E502)[多], 笃学楼(E503)[多], 笃学楼(E504)[多], 笃学楼(E505)[多], 笃学楼(E506)[多], 笃学楼(E507)[多], 笃学楼(E508)[多], 笃学楼(E509)[多], 笃学楼(E510)[多] [14,581,715,614]
room-list [6,935,715,960]
building-name: 楼号: 明达楼 [6,852,43,860]
room-list [6,1170,715,1187]
room-list-values: 外语中心(F101)[多], 外语中心(F102)[多], 外语中心(F103)[多], 外语中心(F104)[多], 外语中心(F105)[多], 外语中心(F106)[多], 外语中心(F107)[多], 外语中心(F108)[多], 外语中心(F201)[多], 外语中心(F202)[多], 外语中心(F203)[多], 外语中心(F204)[多], 外语中心(F205)[多], 外语中心(F206)[多], 外语中心(F207)[多], 外语中心(F208)[多], 外语中心(F301)[多], 外语中心(F302)[多], 外语中心(F303)[多], 外语中心(F304)[多], 外语中心(F305)[多], 外语中心(F306)[多], 外语中心(F307)[多], 外语中心(F308)[多], 外语中心(F309)[多] [14,317,715,342]
building-name: 楼号: 进学楼 [6,308,43,316]
building-block [6,489,715,541]
room-list-values: 同舟楼(C101)[多], 同舟楼(C102)[多], 同舟楼(C103)[多], 同舟楼(C104)[多], 同舟楼(C105)[多], 同舟楼(C106)[多], 同舟楼(C107)[多], 同舟楼(C108)[多], 同舟楼(C109)[多], 同舟楼(C110)[多], 同舟楼(C111)[多], 同舟楼(C112)[多], 同舟楼(C113)[多], 同舟楼(C114)[多], 同舟楼(C115)[多], 同舟楼(C116)[多], 同舟楼(C117)[多], 同舟楼(C118)[多], 同舟楼(C201)[多], 同舟楼(C202)[多], 同舟楼(C203)[多], 同舟楼(C204)[多], 同舟楼(C205)[多], 同舟楼(C206)[多], 同舟楼(C207)[多], 同舟楼(C208)[多], 同舟楼(C209)[多], 同舟楼(C210)[多], 同舟楼(C211)[多], 同舟楼(C212)[多], 同舟楼(C213)[多], 同舟楼(C214)[多], 同舟楼(C215)[多], 同舟楼(C216)[多], 同舟楼(C217)[多], 同舟楼(C218)[多], 同舟楼(C301)[多], 同舟楼(C302)[多], 同舟楼(C303)[多], 同舟楼(C304)[多], 同舟楼(C305)[多], 同舟楼(C306)[多], 同舟楼(C307)[多], 同舟楼(C308)[多], 同舟楼(C309)[多], 同舟楼(C310)[多], 同舟楼(C311)[多], 同舟楼(C312)[多], 同舟楼(C313)[多], 同舟楼(C314)[多], 同舟楼(C315)[多], 同舟楼(C316)[多], 同舟楼(C317)[多], 同舟楼(C318)[多] [14,808,713,850]
room-list-values: 外语中心(F101)[多], 外语中心(F102)[多], 外语中心(F103)[多], 外语中心(F104)[多], 外语中心(F105)[多], 外语中心(F106)[多], 外语中心(F107)[多], 外语中心(F108)[多], 外语中心(F201)[多], 外语中心(F202)[多], 外语中心(F203)[多], 外语中心(F204)[多], 外语中心(F205)[多], 外语中心(F206)[多], 外语中心(F207)[多], 外语中心(F208)[多], 外语中心(F301)[多], 外语中心(F302)[多], 外语中心(F303)[多], 外语中心(F304)[多], 外语中心(F305)[多], 外语中心(F306)[多], 外语中心(F307)[多], 外语中心(F308)[多], 外语中心(F309)[多] [14,1553,715,1578]
